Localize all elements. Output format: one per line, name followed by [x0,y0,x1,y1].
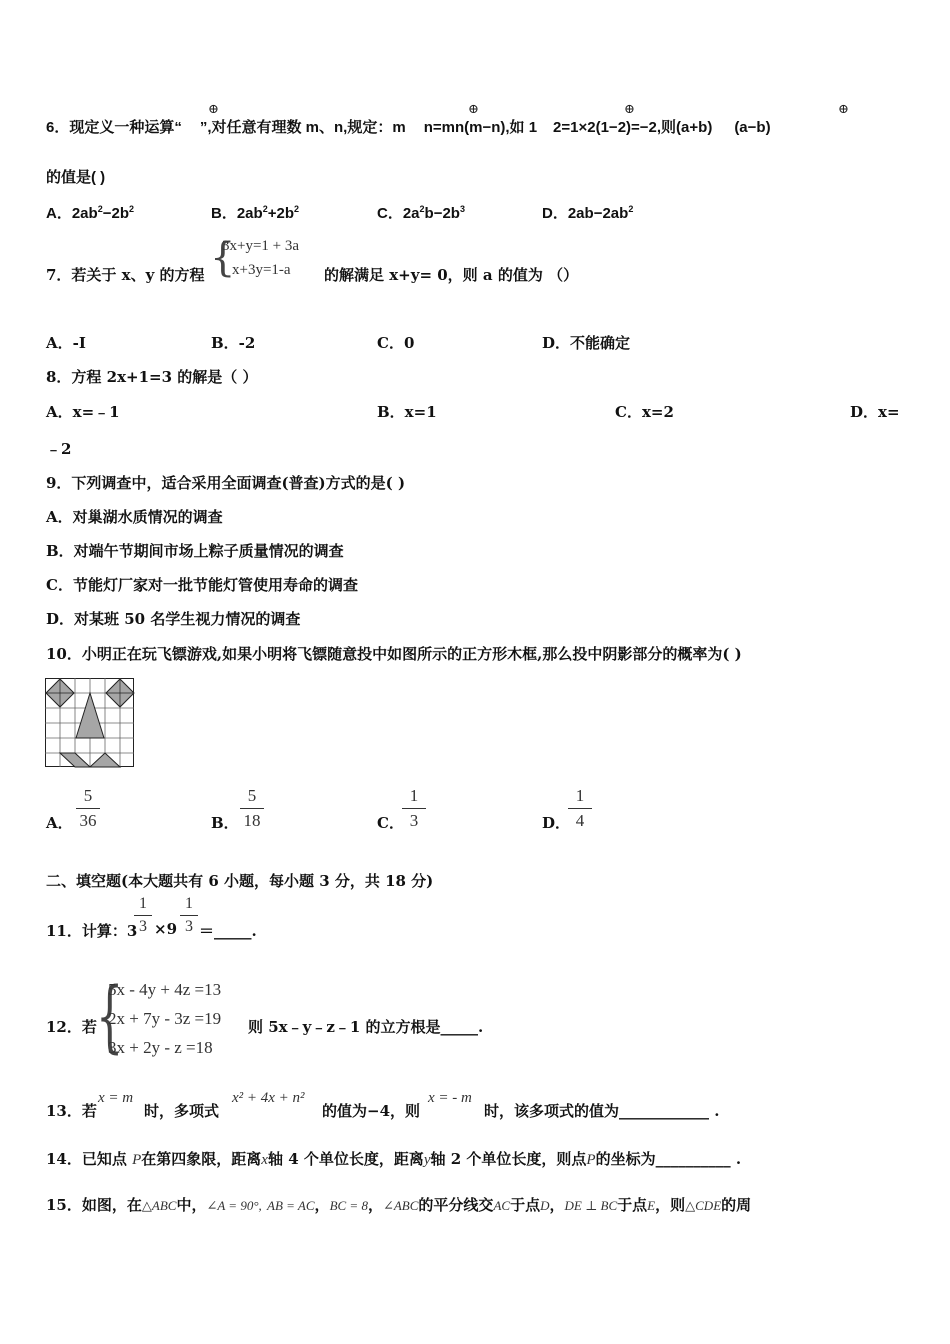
q13-polynomial: x² + 4x + n² [232,1090,305,1106]
q12-equation-3: 3x + 2y - z =18 [108,1038,213,1057]
q6-option-d[interactable]: D．$2ab-2ab^2$ [542,204,634,222]
x-axis-var: x [261,1152,268,1168]
q11-prefix: 11．计算：3 [46,922,138,940]
q8-option-b[interactable]: B．x=1 [377,403,437,421]
q9-option-d[interactable]: D．对某班 50 名学生视力情况的调查 [46,610,301,628]
q10-option-b-fraction[interactable]: $\frac{5}{18}$ [240,786,264,831]
q6-option-c[interactable]: C．$2a^2b-2b^3$ [377,204,465,222]
point-p: P [132,1152,142,1168]
q13-mid-2: 的值为−4，则 [322,1102,421,1120]
q11-suffix: ＝_____. [199,922,257,940]
q6-option-b[interactable]: B．$2ab^2+2b^2$ [211,204,299,222]
system-brace: { [210,235,236,281]
section-2-heading: 二、填空题(本大题共有 6 小题，每小题 3 分，共 18 分) [46,872,434,890]
q8-option-c[interactable]: C．x=2 [615,403,674,421]
q13-prefix: 13．若 [46,1102,97,1120]
q7-equation-2: x+3y=1-a [232,262,291,278]
q12-prefix: 12．若 [46,1018,97,1036]
q12-equation-2: 2x + 7y - 3z =19 [108,1009,222,1028]
oplus-symbol: ⊕ [624,102,635,117]
point-p: P [586,1152,596,1168]
q7-suffix: 的解满足 x+y= 0，则 a 的值为 （） [324,266,579,284]
q9-stem: 9．下列调查中，适合采用全面调查(普查)方式的是( ) [46,474,406,492]
q7-option-c[interactable]: C．0 [377,334,415,352]
q13-suffix: 时，该多项式的值为____________ . [484,1102,720,1120]
q7-equation-1: 3x+y=1 + 3a [222,238,300,254]
oplus-symbol: ⊕ [468,102,479,117]
q14-line: 14．已知点 P在第四象限，距离x轴 4 个单位长度，距离y轴 2 个单位长度，则点P的坐标为__________ . [46,1150,742,1168]
q10-option-b-label[interactable]: B． [211,814,239,832]
q7-option-b[interactable]: B．-2 [211,334,256,352]
oplus-symbol: ⊕ [208,102,219,117]
q8-option-a[interactable]: A．x=﹣1 [46,403,120,421]
q13-mid-1: 时，多项式 [144,1102,220,1120]
q10-option-c-label[interactable]: C． [377,814,404,832]
q6-line1: 6．现定义一种运算“ ”,对任意有理数 m、n,规定：m n=mn(m−n),如 1 2=1×2(1−2)=−2,则(a+b) (a−b) [46,119,771,136]
q9-option-b[interactable]: B．对端午节期间市场上粽子质量情况的调查 [46,542,344,560]
q8-stem: 8．方程 2x+1=3 的解是（ ） [46,368,258,386]
oplus-symbol: ⊕ [838,102,849,117]
q10-option-d-label[interactable]: D． [542,814,571,832]
q9-option-c[interactable]: C．节能灯厂家对一批节能灯管使用寿命的调查 [46,576,358,594]
q11-fraction-1: $\frac{1}{3}$ [134,895,152,936]
q10-option-a-label[interactable]: A． [46,814,73,832]
q7-option-a[interactable]: A．-I [46,334,86,352]
system-brace: { [96,972,124,1062]
q12-equation-1: 5x - 4y + 4z =13 [108,980,222,999]
q15-line: 15．如图，在△ABC中，∠A = 90°, AB = AC，BC = 8，∠ABC的平分线交AC于点D，DE ⊥ BC于点E，则△CDE的周 [46,1196,752,1214]
q7-option-d[interactable]: D．不能确定 [542,334,631,352]
q11-times: ×9 [154,920,178,938]
q8-option-d-wrap: ﹣2 [46,440,72,458]
dartboard-figure [45,678,135,768]
q8-option-d[interactable]: D．x= [850,403,900,421]
q10-option-a-fraction[interactable]: $\frac{5}{36}$ [76,786,100,831]
q13-condition-2: x = - m [428,1090,472,1106]
y-axis-var: y [423,1152,431,1168]
q7-stem: 7．若关于 x、y 的方程 [46,266,205,284]
q12-suffix: 则 5x﹣y﹣z﹣1 的立方根是_____. [248,1018,484,1036]
q9-option-a[interactable]: A．对巢湖水质情况的调查 [46,508,223,526]
q11-fraction-2: $\frac{1}{3}$ [180,895,198,936]
q6-line2: 的值是( ) [46,169,106,186]
q10-option-c-fraction[interactable]: $\frac{1}{3}$ [402,786,426,831]
q6-option-a[interactable]: A．$2ab^2-2b^2$ [46,204,134,222]
q13-condition-1: x = m [98,1090,134,1106]
q10-stem: 10．小明正在玩飞镖游戏,如果小明将飞镖随意投中如图所示的正方形木框,那么投中阴影部分的概率为( ) [46,645,742,663]
q10-option-d-fraction[interactable]: $\frac{1}{4}$ [568,786,592,831]
